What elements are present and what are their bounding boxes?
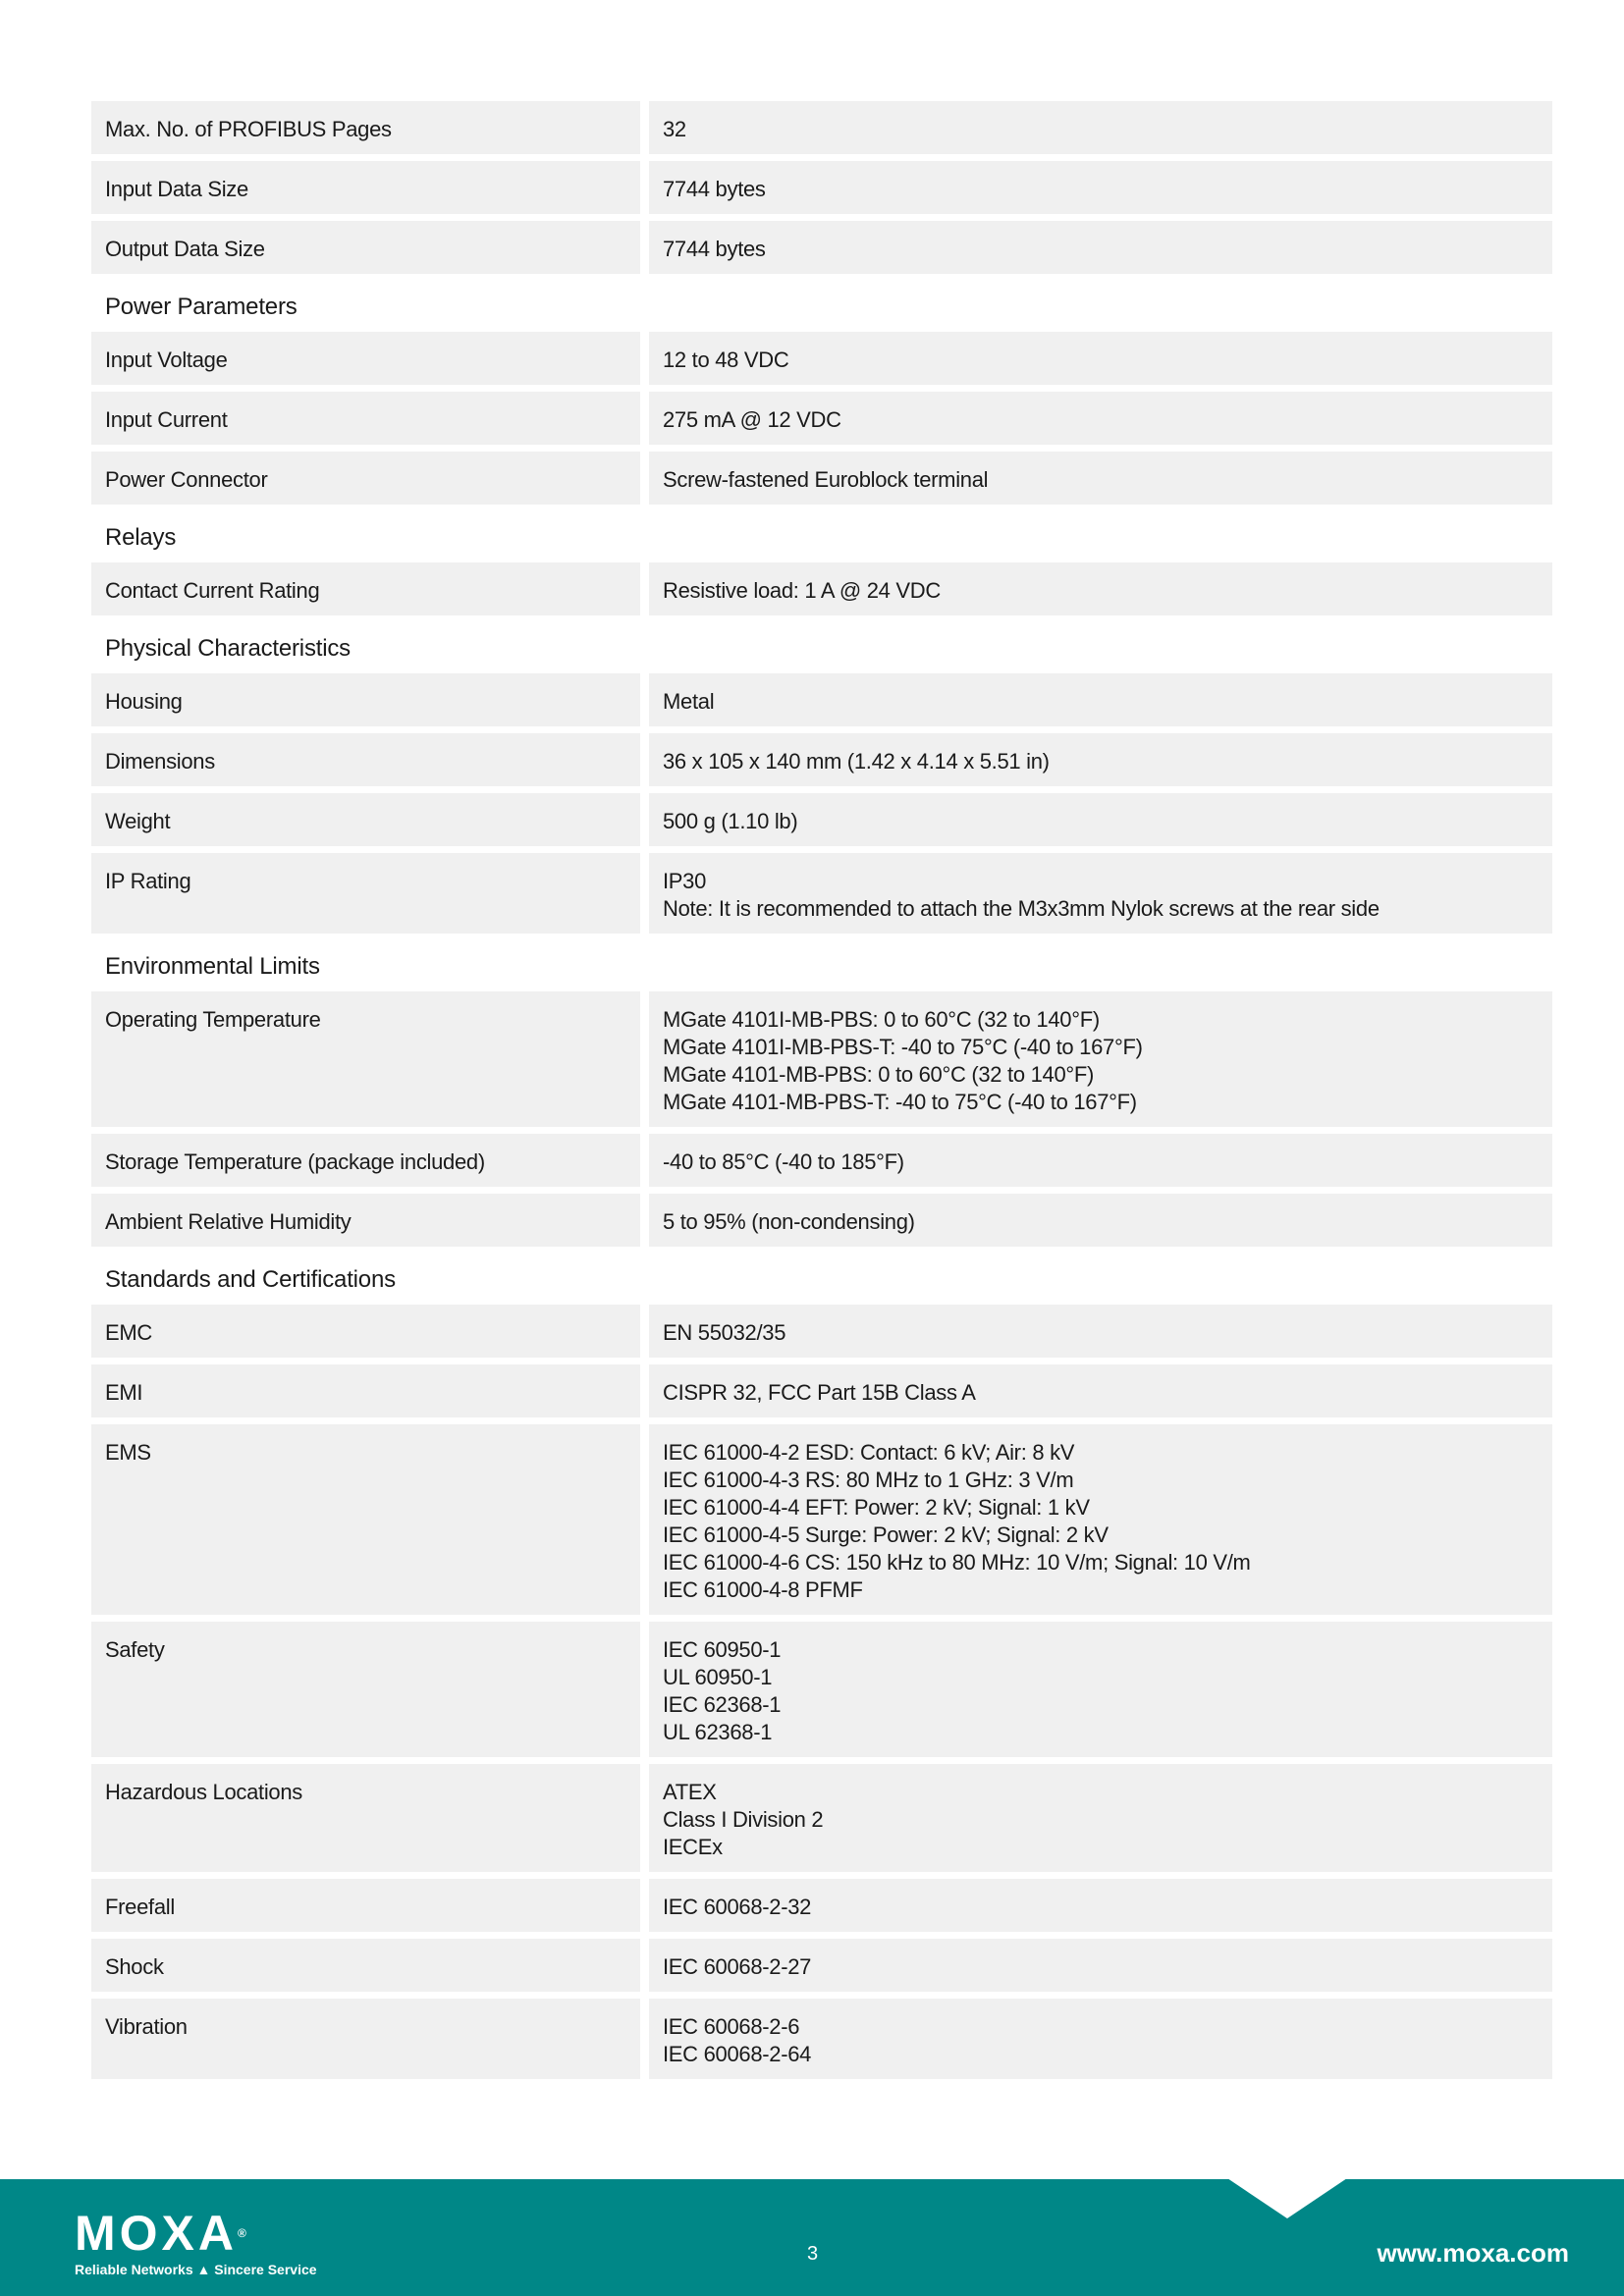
- spec-row: [91, 101, 1552, 154]
- spec-label: Storage Temperature (package included): [91, 1134, 640, 1187]
- spec-value: [649, 1764, 1552, 1872]
- spec-value-line: 32: [663, 117, 686, 141]
- spec-value-line: 7744 bytes: [663, 177, 766, 201]
- section-heading: Power Parameters: [105, 294, 298, 320]
- spec-row: [91, 221, 1552, 274]
- spec-value-line: IEC 61000-4-2 ESD: Contact: 6 kV; Air: 8 kV: [663, 1440, 1075, 1465]
- spec-value-line: IECEx: [663, 1835, 723, 1859]
- spec-label: Safety: [91, 1622, 640, 1757]
- spec-value: [649, 793, 1552, 846]
- spec-row: [91, 853, 1552, 934]
- spec-value-line: 275 mA @ 12 VDC: [663, 407, 841, 432]
- spec-value: [649, 1999, 1552, 2079]
- spec-value: [649, 1305, 1552, 1358]
- spec-row: [91, 1999, 1552, 2079]
- spec-label: EMC: [91, 1305, 640, 1358]
- logo-tagline: Reliable Networks ▲ Sincere Service: [75, 2262, 317, 2277]
- spec-row: [91, 1424, 1552, 1615]
- logo-wordmark: [75, 2206, 317, 2261]
- spec-value-line: IEC 60068-2-64: [663, 2042, 812, 2066]
- spec-row: [91, 1622, 1552, 1757]
- spec-value: [649, 452, 1552, 505]
- spec-value: [649, 1134, 1552, 1187]
- spec-value: [649, 332, 1552, 385]
- spec-label: Output Data Size: [91, 221, 640, 274]
- section-heading: Environmental Limits: [105, 953, 320, 980]
- spec-value: [649, 221, 1552, 274]
- spec-value-line: IEC 60068-2-32: [663, 1895, 812, 1919]
- spec-label: Input Current: [91, 392, 640, 445]
- spec-value: [649, 733, 1552, 786]
- footer-notch-decoration: [1227, 2178, 1347, 2218]
- logo-text: MOXA: [75, 2206, 238, 2261]
- spec-value: [649, 853, 1552, 934]
- spec-value-line: UL 60950-1: [663, 1665, 773, 1689]
- spec-value: [649, 101, 1552, 154]
- spec-label: Vibration: [91, 1999, 640, 2079]
- spec-row: [91, 673, 1552, 726]
- spec-value-line: 500 g (1.10 lb): [663, 809, 798, 833]
- section-heading: Standards and Certifications: [105, 1266, 396, 1293]
- spec-value: [649, 161, 1552, 214]
- moxa-logo: [75, 2206, 317, 2277]
- spec-row: [91, 392, 1552, 445]
- spec-value-line: CISPR 32, FCC Part 15B Class A: [663, 1380, 976, 1405]
- spec-label: Ambient Relative Humidity: [91, 1194, 640, 1247]
- spec-label: Max. No. of PROFIBUS Pages: [91, 101, 640, 154]
- spec-value: [649, 991, 1552, 1127]
- spec-label: Input Data Size: [91, 161, 640, 214]
- registered-mark: ®: [238, 2226, 246, 2240]
- spec-value: [649, 1424, 1552, 1615]
- spec-row: [91, 562, 1552, 615]
- spec-label: Dimensions: [91, 733, 640, 786]
- spec-value: [649, 562, 1552, 615]
- spec-row: [91, 991, 1552, 1127]
- spec-value-line: IEC 61000-4-5 Surge: Power: 2 kV; Signal: 2 kV: [663, 1522, 1109, 1547]
- spec-row: [91, 1305, 1552, 1358]
- spec-value-line: IEC 60950-1: [663, 1637, 782, 1662]
- spec-value-line: MGate 4101-MB-PBS-T: -40 to 75°C (-40 to 167°F): [663, 1090, 1137, 1114]
- spec-value: [649, 673, 1552, 726]
- spec-value-line: IEC 60068-2-6: [663, 2014, 800, 2039]
- spec-row: [91, 161, 1552, 214]
- spec-table: [91, 101, 1552, 2086]
- spec-label: IP Rating: [91, 853, 640, 934]
- spec-value-line: IP30: [663, 869, 707, 893]
- spec-value: [649, 1622, 1552, 1757]
- spec-label: EMS: [91, 1424, 640, 1615]
- spec-label: Shock: [91, 1939, 640, 1992]
- spec-row: [91, 1764, 1552, 1872]
- spec-value: [649, 1194, 1552, 1247]
- spec-value-line: ATEX: [663, 1780, 717, 1804]
- spec-value-line: MGate 4101-MB-PBS: 0 to 60°C (32 to 140°F): [663, 1062, 1095, 1087]
- spec-label: Weight: [91, 793, 640, 846]
- spec-label: Housing: [91, 673, 640, 726]
- spec-value-line: Class I Division 2: [663, 1807, 824, 1832]
- spec-value-line: IEC 61000-4-3 RS: 80 MHz to 1 GHz: 3 V/m: [663, 1468, 1074, 1492]
- spec-value-line: IEC 62368-1: [663, 1692, 782, 1717]
- spec-value: [649, 1939, 1552, 1992]
- spec-value-line: UL 62368-1: [663, 1720, 773, 1744]
- spec-value-line: Note: It is recommended to attach the M3x3mm Nylok screws at the rear side: [663, 896, 1380, 921]
- spec-label: Hazardous Locations: [91, 1764, 640, 1872]
- spec-value-line: MGate 4101I-MB-PBS: 0 to 60°C (32 to 140°F): [663, 1007, 1100, 1032]
- spec-value-line: IEC 61000-4-6 CS: 150 kHz to 80 MHz: 10 V/m; Signal: 10 V/m: [663, 1550, 1251, 1575]
- spec-label: EMI: [91, 1364, 640, 1417]
- spec-row: [91, 793, 1552, 846]
- spec-value-line: IEC 61000-4-4 EFT: Power: 2 kV; Signal: 1 kV: [663, 1495, 1090, 1520]
- spec-row: [91, 452, 1552, 505]
- section-heading: Physical Characteristics: [105, 635, 351, 662]
- spec-value-line: 36 x 105 x 140 mm (1.42 x 4.14 x 5.51 in): [663, 749, 1050, 774]
- section-heading: Relays: [105, 524, 177, 551]
- spec-row: [91, 1364, 1552, 1417]
- spec-value-line: Resistive load: 1 A @ 24 VDC: [663, 578, 941, 603]
- spec-value: [649, 1879, 1552, 1932]
- spec-label: Power Connector: [91, 452, 640, 505]
- spec-label: Freefall: [91, 1879, 640, 1932]
- spec-value-line: Metal: [663, 689, 715, 714]
- website-link[interactable]: www.moxa.com: [1377, 2238, 1569, 2268]
- spec-value-line: 5 to 95% (non-condensing): [663, 1209, 915, 1234]
- page-number: 3: [807, 2243, 819, 2265]
- spec-row: [91, 1939, 1552, 1992]
- spec-value-line: MGate 4101I-MB-PBS-T: -40 to 75°C (-40 to 167°F): [663, 1035, 1143, 1059]
- spec-row: [91, 1879, 1552, 1932]
- spec-value-line: Screw-fastened Euroblock terminal: [663, 467, 989, 492]
- spec-value: [649, 392, 1552, 445]
- spec-value-line: EN 55032/35: [663, 1320, 786, 1345]
- spec-row: [91, 733, 1552, 786]
- spec-value-line: IEC 61000-4-8 PFMF: [663, 1577, 863, 1602]
- spec-value: [649, 1364, 1552, 1417]
- spec-label: Input Voltage: [91, 332, 640, 385]
- spec-value-line: 12 to 48 VDC: [663, 347, 789, 372]
- spec-label: Contact Current Rating: [91, 562, 640, 615]
- spec-row: [91, 332, 1552, 385]
- spec-row: [91, 1134, 1552, 1187]
- spec-value-line: 7744 bytes: [663, 237, 766, 261]
- spec-row: [91, 1194, 1552, 1247]
- spec-value-line: -40 to 85°C (-40 to 185°F): [663, 1149, 904, 1174]
- spec-label: Operating Temperature: [91, 991, 640, 1127]
- spec-value-line: IEC 60068-2-27: [663, 1954, 812, 1979]
